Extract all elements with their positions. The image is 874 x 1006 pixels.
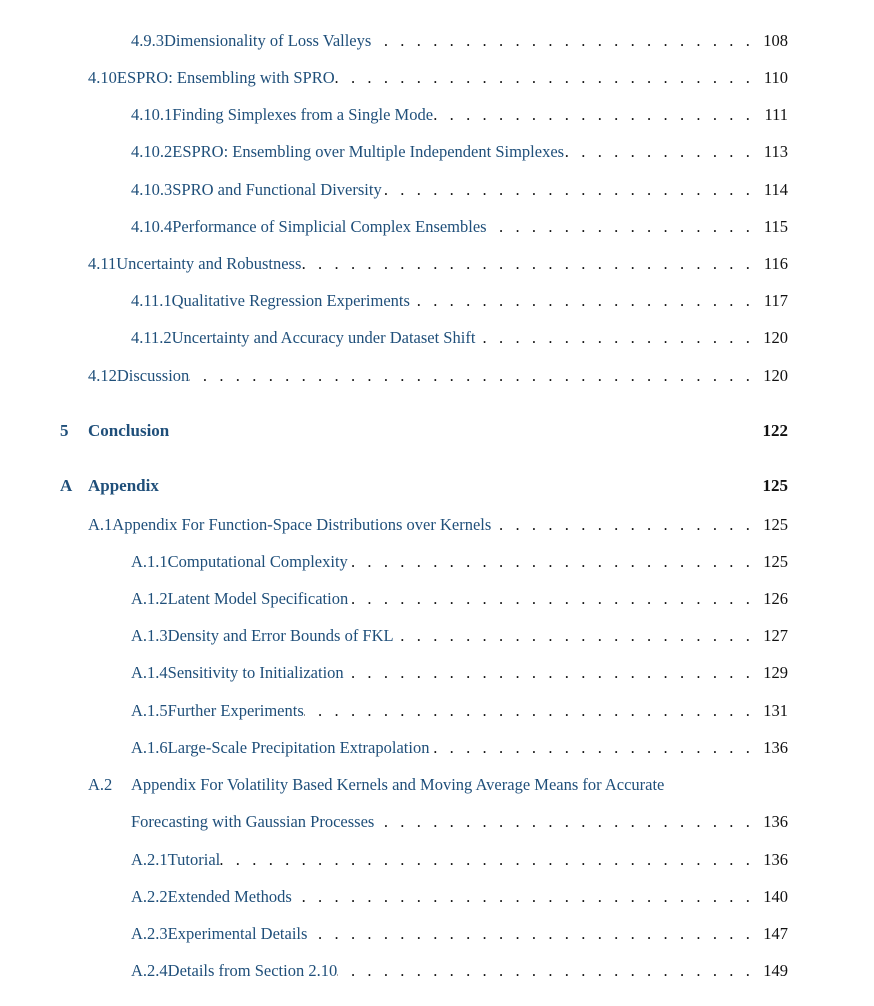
toc-title[interactable]: Discussion xyxy=(116,366,190,385)
toc-title[interactable]: Conclusion xyxy=(88,421,170,440)
toc-number: A.1 xyxy=(88,515,113,534)
toc-title[interactable]: Uncertainty and Accuracy under Dataset Shift xyxy=(171,328,476,347)
toc-title[interactable]: Appendix For Volatility Based Kernels and Moving Average Means for Accurate xyxy=(131,775,665,794)
dot-leader xyxy=(220,849,760,871)
toc-page-number: 149 xyxy=(763,961,788,980)
toc-title[interactable]: Density and Error Bounds of FKL xyxy=(167,626,394,645)
toc-title[interactable]: Finding Simplexes from a Single Mode xyxy=(172,105,434,124)
toc-entry-4-11-1[interactable] xyxy=(131,290,788,312)
toc-title[interactable]: Computational Complexity xyxy=(167,552,348,571)
toc-number: 4.10.3 xyxy=(131,180,173,199)
toc-entry-4-11[interactable] xyxy=(88,253,788,275)
toc-page-number: 125 xyxy=(762,476,788,495)
toc-entry-a-1-1[interactable] xyxy=(131,551,788,573)
dot-leader xyxy=(304,700,760,722)
dot-leader xyxy=(374,811,760,833)
dot-leader xyxy=(394,625,760,647)
toc-title[interactable]: ESPRO: Ensembling with SPRO xyxy=(116,68,335,87)
toc-number: A.2 xyxy=(88,775,113,794)
toc-page-number: 110 xyxy=(763,68,788,87)
toc-page-number: 120 xyxy=(763,328,788,347)
toc-number: A.1.4 xyxy=(131,663,168,682)
toc-number: 5 xyxy=(60,421,69,440)
dot-leader xyxy=(475,327,760,349)
toc-number: A.2.1 xyxy=(131,850,168,869)
toc-page-number: 120 xyxy=(763,366,788,385)
dot-leader xyxy=(348,551,760,573)
toc-entry-a-2-4[interactable] xyxy=(131,960,788,982)
toc-number: 4.9.3 xyxy=(131,31,164,50)
toc-entry-a-2-continued[interactable] xyxy=(131,811,788,833)
toc-title[interactable]: Uncertainty and Robustness xyxy=(116,254,302,273)
dot-leader xyxy=(433,104,760,126)
toc-title[interactable]: Dimensionality of Loss Valleys xyxy=(164,31,372,50)
toc-page-number: 125 xyxy=(763,515,788,534)
toc-chapter-5[interactable] xyxy=(60,420,788,442)
toc-title[interactable]: Experimental Details xyxy=(167,924,308,943)
toc-title-continued[interactable]: Forecasting with Gaussian Processes xyxy=(131,812,375,831)
toc-number: 4.10.4 xyxy=(131,217,173,236)
toc-title[interactable]: Details from Section 2.10 xyxy=(167,961,338,980)
toc-page-number: 131 xyxy=(763,701,788,720)
toc-page-number: 147 xyxy=(763,924,788,943)
dot-leader xyxy=(371,30,760,52)
toc-entry-4-10-1[interactable] xyxy=(131,104,788,126)
dot-leader xyxy=(491,514,760,536)
toc-title[interactable]: Large-Scale Precipitation Extrapolation xyxy=(167,738,430,757)
toc-title[interactable]: Extended Methods xyxy=(167,887,292,906)
toc-page-number: 122 xyxy=(762,421,788,440)
toc-page-number: 111 xyxy=(764,105,788,124)
toc-number: A.1.5 xyxy=(131,701,168,720)
toc-page-number: 136 xyxy=(763,812,788,831)
dot-leader xyxy=(382,179,760,201)
toc-title[interactable]: Appendix For Function-Space Distributions over Kernels xyxy=(112,515,492,534)
dot-leader xyxy=(410,290,760,312)
toc-entry-a-1-2[interactable] xyxy=(131,588,788,610)
toc-number: 4.11.2 xyxy=(131,328,172,347)
toc-entry-4-12[interactable] xyxy=(88,365,788,387)
toc-number: 4.11 xyxy=(88,254,117,273)
toc-page-number: 129 xyxy=(763,663,788,682)
toc-title[interactable]: Further Experiments xyxy=(167,701,304,720)
toc-title[interactable]: Qualitative Regression Experiments xyxy=(171,291,410,310)
dot-leader xyxy=(564,141,760,163)
toc-entry-a-1-4[interactable] xyxy=(131,662,788,684)
toc-chapter-a[interactable] xyxy=(60,475,788,497)
toc-title[interactable]: Tutorial xyxy=(167,850,221,869)
toc-page-number: 113 xyxy=(763,142,788,161)
toc-number: A.1.2 xyxy=(131,589,168,608)
toc-entry-a-1-6[interactable] xyxy=(131,737,788,759)
toc-number: A.2.3 xyxy=(131,924,168,943)
toc-page-number: 140 xyxy=(763,887,788,906)
toc-title[interactable]: Performance of Simplicial Complex Ensembles xyxy=(172,217,487,236)
toc-entry-a-2[interactable] xyxy=(88,774,788,796)
dot-leader xyxy=(337,960,760,982)
toc-title[interactable]: Appendix xyxy=(88,476,159,495)
toc-entry-4-10-2[interactable] xyxy=(131,141,788,163)
toc-number: A.1.1 xyxy=(131,552,168,571)
dot-leader xyxy=(348,588,760,610)
toc-page-number: 115 xyxy=(763,217,788,236)
dot-leader xyxy=(429,737,760,759)
toc-page-number: 108 xyxy=(763,31,788,50)
toc-number: A.1.3 xyxy=(131,626,168,645)
toc-page-number: 116 xyxy=(763,254,788,273)
toc-title[interactable]: ESPRO: Ensembling over Multiple Independent Simplexes xyxy=(172,142,565,161)
dot-leader xyxy=(487,216,760,238)
toc-title[interactable]: Latent Model Specification xyxy=(167,589,349,608)
toc-page-number: 136 xyxy=(763,738,788,757)
toc-page-number: 125 xyxy=(763,552,788,571)
dot-leader xyxy=(189,365,760,387)
dot-leader xyxy=(307,923,760,945)
toc-entry-a-1-3[interactable] xyxy=(131,625,788,647)
toc-entry-a-1-5[interactable] xyxy=(131,700,788,722)
toc-entry-a-2-2[interactable] xyxy=(131,886,788,908)
toc-entry-a-2-3[interactable] xyxy=(131,923,788,945)
toc-number: 4.10 xyxy=(88,68,117,87)
toc-number: 4.10.1 xyxy=(131,105,173,124)
toc-page-number: 136 xyxy=(763,850,788,869)
dot-leader xyxy=(344,662,760,684)
toc-entry-4-10[interactable] xyxy=(88,67,788,89)
dot-leader xyxy=(301,253,760,275)
toc-entry-4-9-3[interactable] xyxy=(131,30,788,52)
toc-number: A.2.4 xyxy=(131,961,168,980)
toc-entry-a-2-1[interactable] xyxy=(131,849,788,871)
toc-entry-4-10-4[interactable] xyxy=(131,216,788,238)
toc-page-number: 126 xyxy=(763,589,788,608)
toc-number: A.2.2 xyxy=(131,887,168,906)
dot-leader xyxy=(335,67,760,89)
toc-page-number: 127 xyxy=(763,626,788,645)
toc-entry-4-10-3[interactable] xyxy=(131,179,788,201)
toc-number: 4.10.2 xyxy=(131,142,173,161)
toc-number: 4.11.1 xyxy=(131,291,172,310)
toc-number: A.1.6 xyxy=(131,738,168,757)
toc-entry-4-11-2[interactable] xyxy=(131,327,788,349)
toc-number: 4.12 xyxy=(88,366,117,385)
toc-number: A xyxy=(60,476,73,495)
toc-entry-a-1[interactable] xyxy=(88,514,788,536)
toc-page-number: 117 xyxy=(763,291,788,310)
toc-page-number: 114 xyxy=(763,180,788,199)
toc-title[interactable]: SPRO and Functional Diversity xyxy=(172,180,382,199)
dot-leader xyxy=(292,886,760,908)
toc-title[interactable]: Sensitivity to Initialization xyxy=(167,663,344,682)
